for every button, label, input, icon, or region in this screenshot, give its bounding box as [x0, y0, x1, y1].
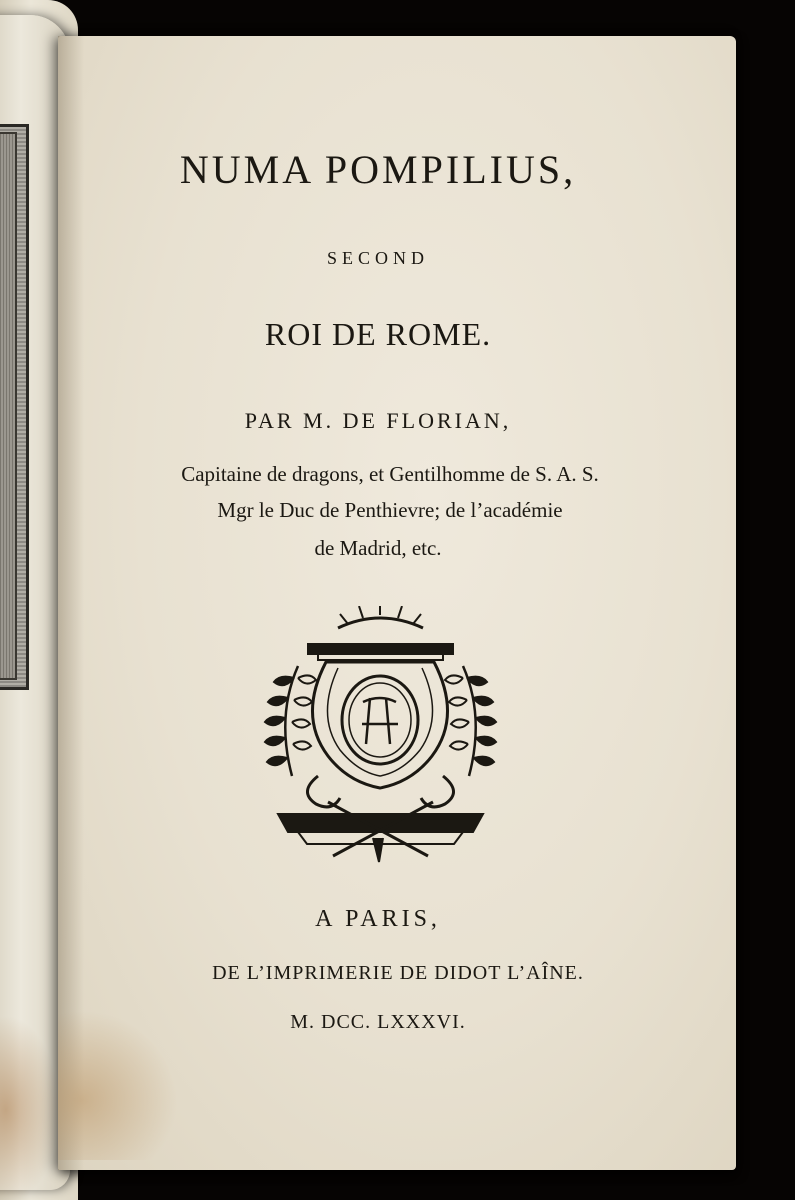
foxing-stain	[0, 1015, 60, 1200]
subtitle-line: SECOND	[326, 248, 429, 268]
author-line: PAR M. DE FLORIAN,	[244, 408, 512, 433]
imprint-year: M. DCC. LXXXVI.	[290, 1011, 466, 1033]
imprint-place: A PARIS,	[315, 906, 441, 932]
book-subtitle: ROI DE ROME.	[264, 316, 492, 352]
author-credential-1: Capitaine de dragons, et Gentilhomme de S. A. S.	[181, 462, 599, 486]
author-credential-2: Mgr le Duc de Penthievre; de l’académie	[217, 498, 563, 522]
page-gutter-shadow	[58, 36, 84, 1170]
frontispiece-inner	[0, 132, 17, 680]
title-page	[58, 36, 736, 1170]
book-title: NUMA POMPILIUS,	[179, 147, 577, 192]
printer-vignette	[258, 606, 503, 870]
author-credential-3: de Madrid, etc.	[314, 536, 442, 560]
imprint-printer: DE L’IMPRIMERIE DE DIDOT L’AÎNE.	[212, 962, 584, 984]
